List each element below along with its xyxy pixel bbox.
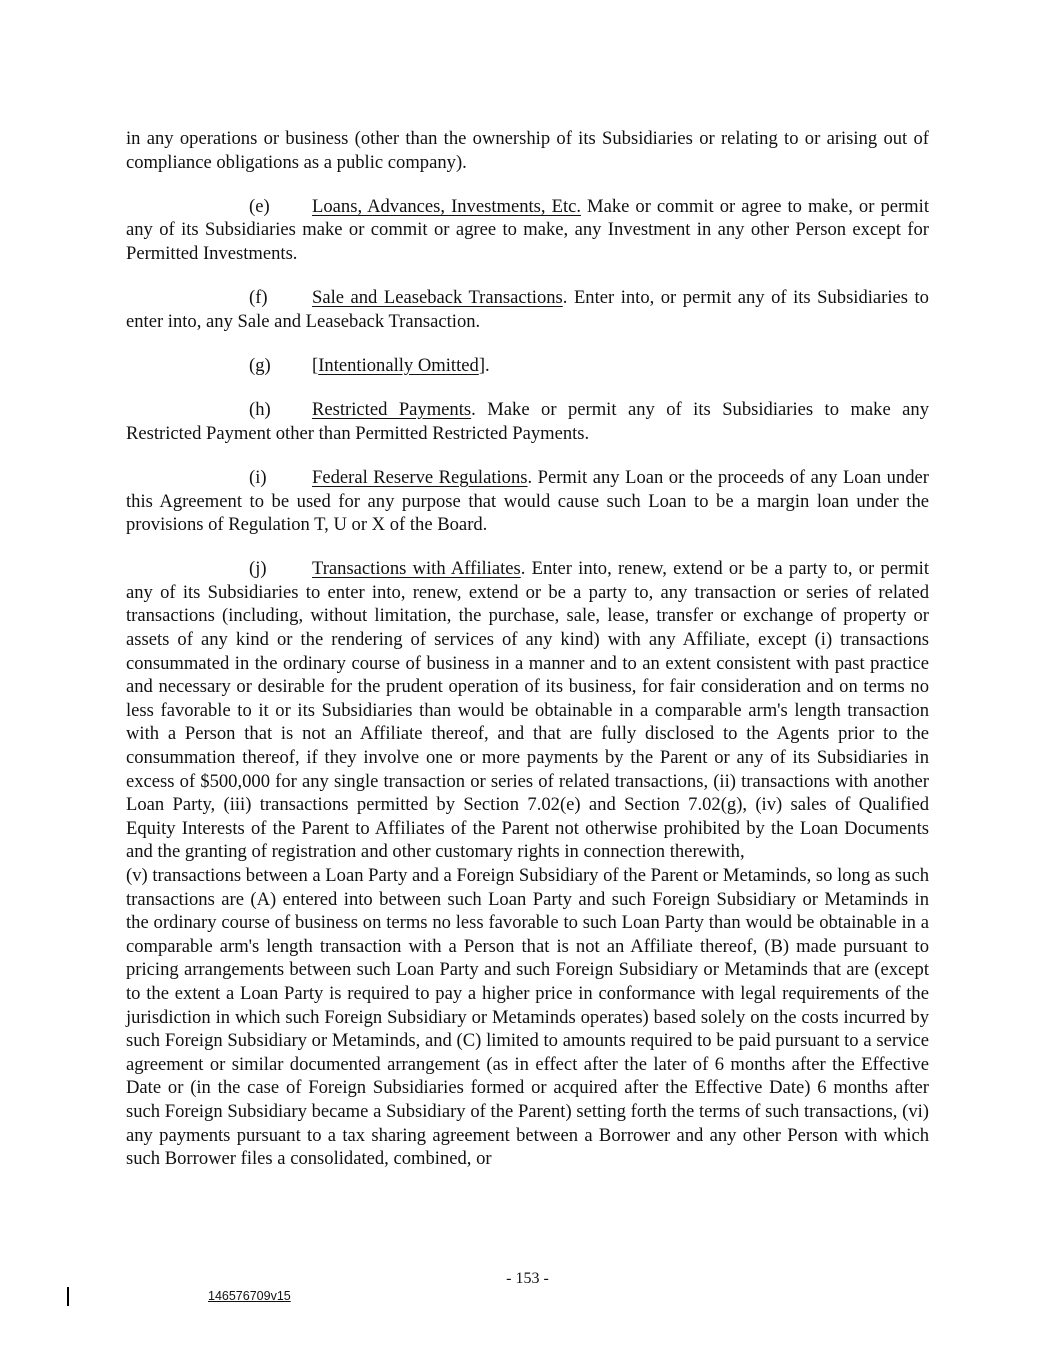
section-body: Make or permit any of its Subsidiaries to make any Restricted Payment other than Permitted Restricted Payments.	[126, 399, 930, 444]
section-label: (i)	[249, 466, 267, 488]
section-body: Make or commit or agree to make, or permit any of its Subsidiaries make or commit or agree to make, any Investment in any other Person except for Permitted Investments.	[126, 195, 929, 264]
intro-paragraph	[126, 127, 929, 174]
section-body: Enter into, or permit any of its Subsidiaries to enter into, any Sale and Leaseback Transaction.	[126, 287, 929, 332]
heading-prefix: [	[312, 354, 319, 376]
section-heading: Loans, Advances, Investments, Etc.	[312, 195, 582, 217]
document-body	[126, 127, 929, 1171]
heading-separator: .	[527, 466, 538, 488]
document-id: 146576709v15	[208, 1289, 291, 1303]
section-j	[126, 557, 929, 864]
section-body: Permit any Loan or the proceeds of any Loan under this Agreement to be used for any purpose that would cause such Loan to be a margin loan under the provisions of Regulation T, U or X of the Board.	[126, 466, 929, 536]
section-h	[126, 398, 929, 445]
section-j-continuation	[126, 864, 929, 1171]
revision-bar	[67, 1287, 69, 1306]
section-body: Enter into, renew, extend or be a party to, or permit any of its Subsidiaries to enter into, renew, extend or be a party to, any transaction or series of related transactions (including, without limitation, the purchase, sale, lease, transfer or exchange of property or assets of any kind or the rendering of services of any kind) with any Affiliate, except (i) transactions consummated in the ordinary course of business in a manner and to an extent consistent with past practice and necessary or desirable for the prudent operation of its business, for fair consideration and on terms no less favorable to it or its Subsidiaries than would be obtainable in a comparable arm's length transaction with a Person that is not an Affiliate thereof, and that are fully disclosed to the Agents prior to the consummation thereof, if they involve one or more payments by the Parent or any of its Subsidiaries in excess of $500,000 for any single transaction or series of related transactions, (ii) transactions with another Loan Party, (iii) transactions permitted by Section 7.02(e) and Section 7.02(g), (iv) sales of Qualified Equity Interests of the Parent to Affiliates of the Parent not otherwise prohibited by the Loan Documents and the granting of registration and other customary rights in connection therewith,	[126, 558, 929, 863]
section-i	[126, 466, 929, 537]
section-label: (j)	[249, 558, 267, 580]
page-number: - 153 -	[506, 1270, 549, 1287]
section-heading: Federal Reserve Regulations	[312, 466, 528, 488]
heading-separator: ].	[478, 354, 490, 376]
section-heading: Intentionally Omitted	[318, 354, 479, 376]
section-label: (h)	[249, 399, 271, 421]
section-label: (f)	[249, 287, 268, 309]
section-label: (e)	[249, 195, 270, 217]
section-f	[126, 286, 929, 333]
section-heading: Sale and Leaseback Transactions	[312, 287, 563, 309]
section-e	[126, 195, 929, 266]
heading-separator: .	[520, 558, 532, 580]
section-heading: Transactions with Affiliates	[312, 558, 521, 580]
section-label: (g)	[249, 354, 271, 376]
continuation-text: (v) transactions between a Loan Party and a Foreign Subsidiary of the Parent or Metaminds, so long as such transactions are (A) entered into between such Loan Party and such Foreign Subsidiary or Metaminds in the ordinary course of business on terms no less favorable to such Loan Party than would be obtainable in a comparable arm's length transaction with a Person that is not an Affiliate thereof, (B) made pursuant to pricing arrangements between such Loan Party and such Foreign Subsidiary or Metaminds that are (except to the extent a Loan Party is required to pay a higher price in conformance with legal requirements of the jurisdiction in which such Foreign Subsidiary or Metaminds operates) based solely on the costs incurred by such Foreign Subsidiary or Metaminds, and (C) limited to amounts required to be paid pursuant to a service agreement or similar documented arrangement (as in effect after the later of 6 months after the Effective Date or (in the case of Foreign Subsidiaries formed or acquired after the Effective Date) 6 months after such Foreign Subsidiary became a Subsidiary of the Parent) setting forth the terms of such transactions, (vi) any payments pursuant to a tax sharing agreement between a Borrower and any other Person with which such Borrower files a consolidated, combined, or	[126, 865, 929, 1170]
intro-text: in any operations or business (other than the ownership of its Subsidiaries or relating to or arising out of compliance obligations as a public company).	[126, 128, 929, 173]
section-g	[126, 354, 929, 378]
section-heading: Restricted Payments	[312, 399, 472, 421]
heading-separator: .	[562, 287, 574, 309]
heading-separator: .	[471, 399, 488, 421]
